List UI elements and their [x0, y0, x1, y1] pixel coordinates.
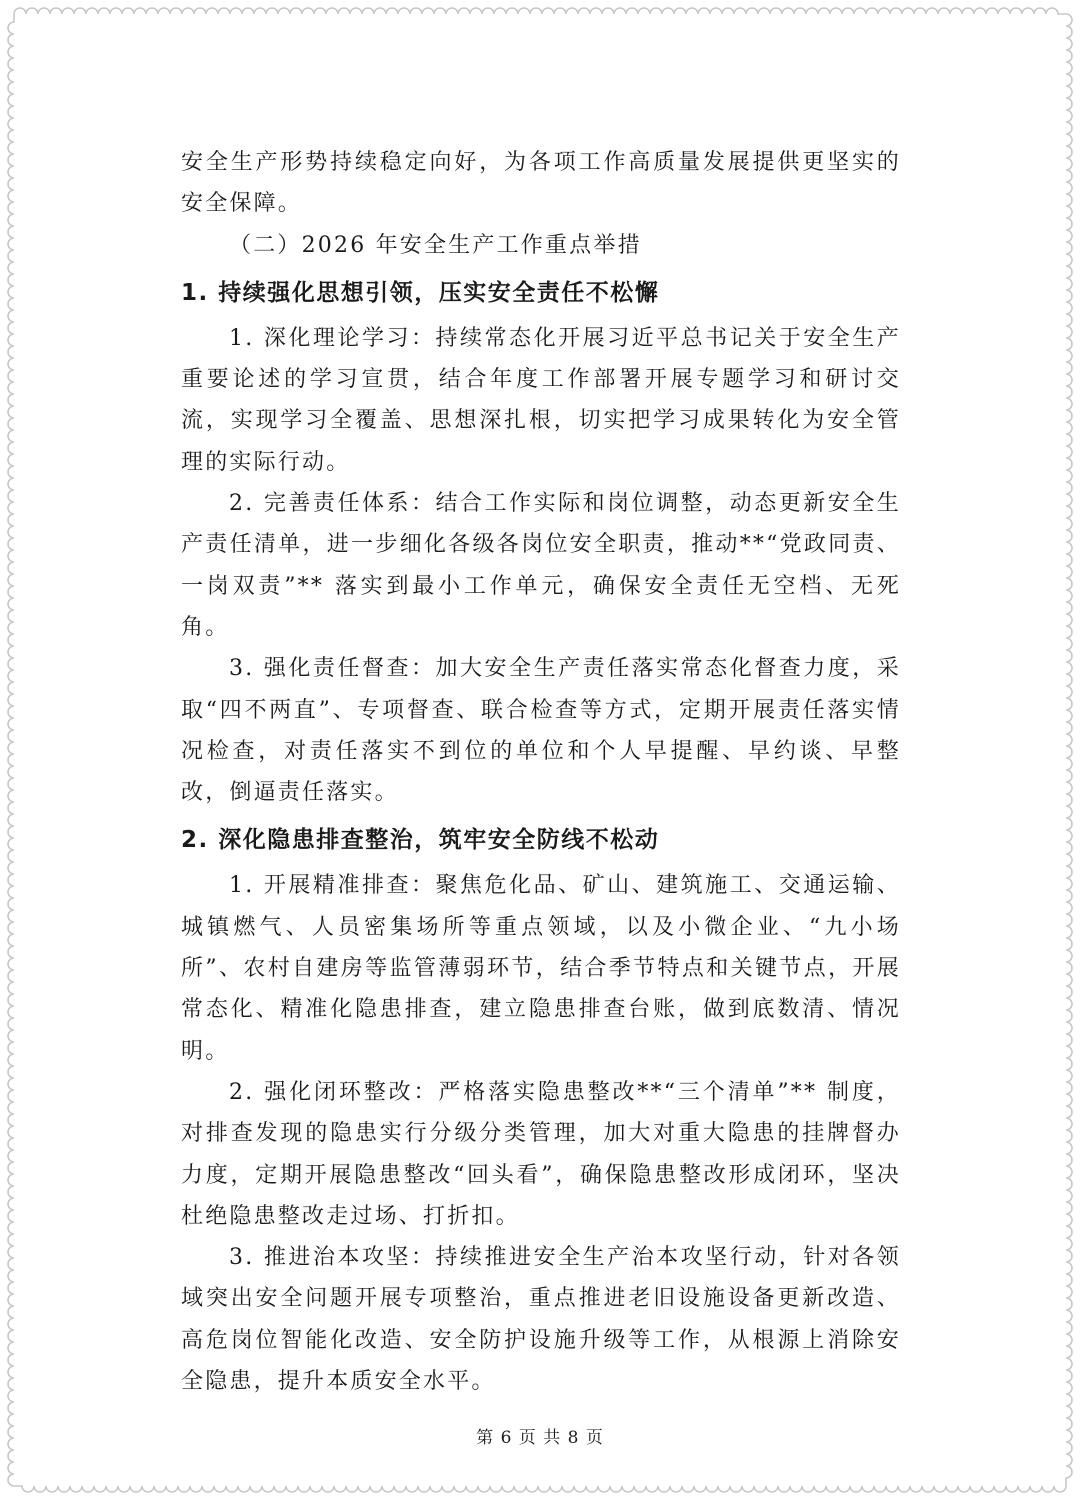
section-2-item-1: 1. 开展精准排查：聚焦危化品、矿山、建筑施工、交通运输、城镇燃气、人员密集场所等重点领域，以及小微企业、“九小场所”、农村自建房等监管薄弱环节，结合季节特点和关键节点，开展常态化、精准化隐患排查，建立隐患排查台账，做到底数清、情况明。 [181, 873, 901, 1064]
section-subheading: （二）2026 年安全生产工作重点举措 [229, 232, 642, 258]
section-2-item-2: 2. 强化闭环整改：严格落实隐患整改**“三个清单”** 制度，对排查发现的隐患实行分级分类管理，加大对重大隐患的挂牌督办力度，定期开展隐患整改“回头看”，确保隐患整改形成闭环，坚决杜绝隐患整改走过场、打折扣。 [181, 1079, 901, 1229]
section-heading-2: 2. 深化隐患排查整治，筑牢安全防线不松动 [181, 827, 660, 854]
section-1-item-2: 2. 完善责任体系：结合工作实际和岗位调整，动态更新安全生产责任清单，进一步细化各级各岗位安全职责，推动**“党政同责、一岗双责”** 落实到最小工作单元，确保安全责任无空档、无死角。 [181, 491, 901, 640]
section-heading-1: 1. 持续强化思想引领，压实安全责任不松懈 [181, 279, 660, 306]
section-1-item-1: 1. 深化理论学习：持续常态化开展习近平总书记关于安全生产重要论述的学习宣贯，结合年度工作部署开展专题学习和研讨交流，实现学习全覆盖、思想深扎根，切实把学习成果转化为安全管理的实际行动。 [181, 325, 901, 475]
section-1-item-3: 3. 强化责任督查：加大安全生产责任落实常态化督查力度，采取“四不两直”、专项督查、联合检查等方式，定期开展责任落实情况检查，对责任落实不到位的单位和个人早提醒、早约谈、早整改，倒逼责任落实。 [181, 656, 901, 806]
page-footer: 第 6 页 共 8 页 [476, 1428, 604, 1448]
section-2-item-3: 3. 推进治本攻坚：持续推进安全生产治本攻坚行动，针对各领域突出安全问题开展专项整治，重点推进老旧设施设备更新改造、高危岗位智能化改造、安全防护设施升级等工作，从根源上消除安全隐患，提升本质安全水平。 [181, 1245, 901, 1395]
intro-paragraph: 安全生产形势持续稳定向好，为各项工作高质量发展提供更坚实的安全保障。 [181, 150, 901, 217]
document-body [181, 142, 901, 1402]
